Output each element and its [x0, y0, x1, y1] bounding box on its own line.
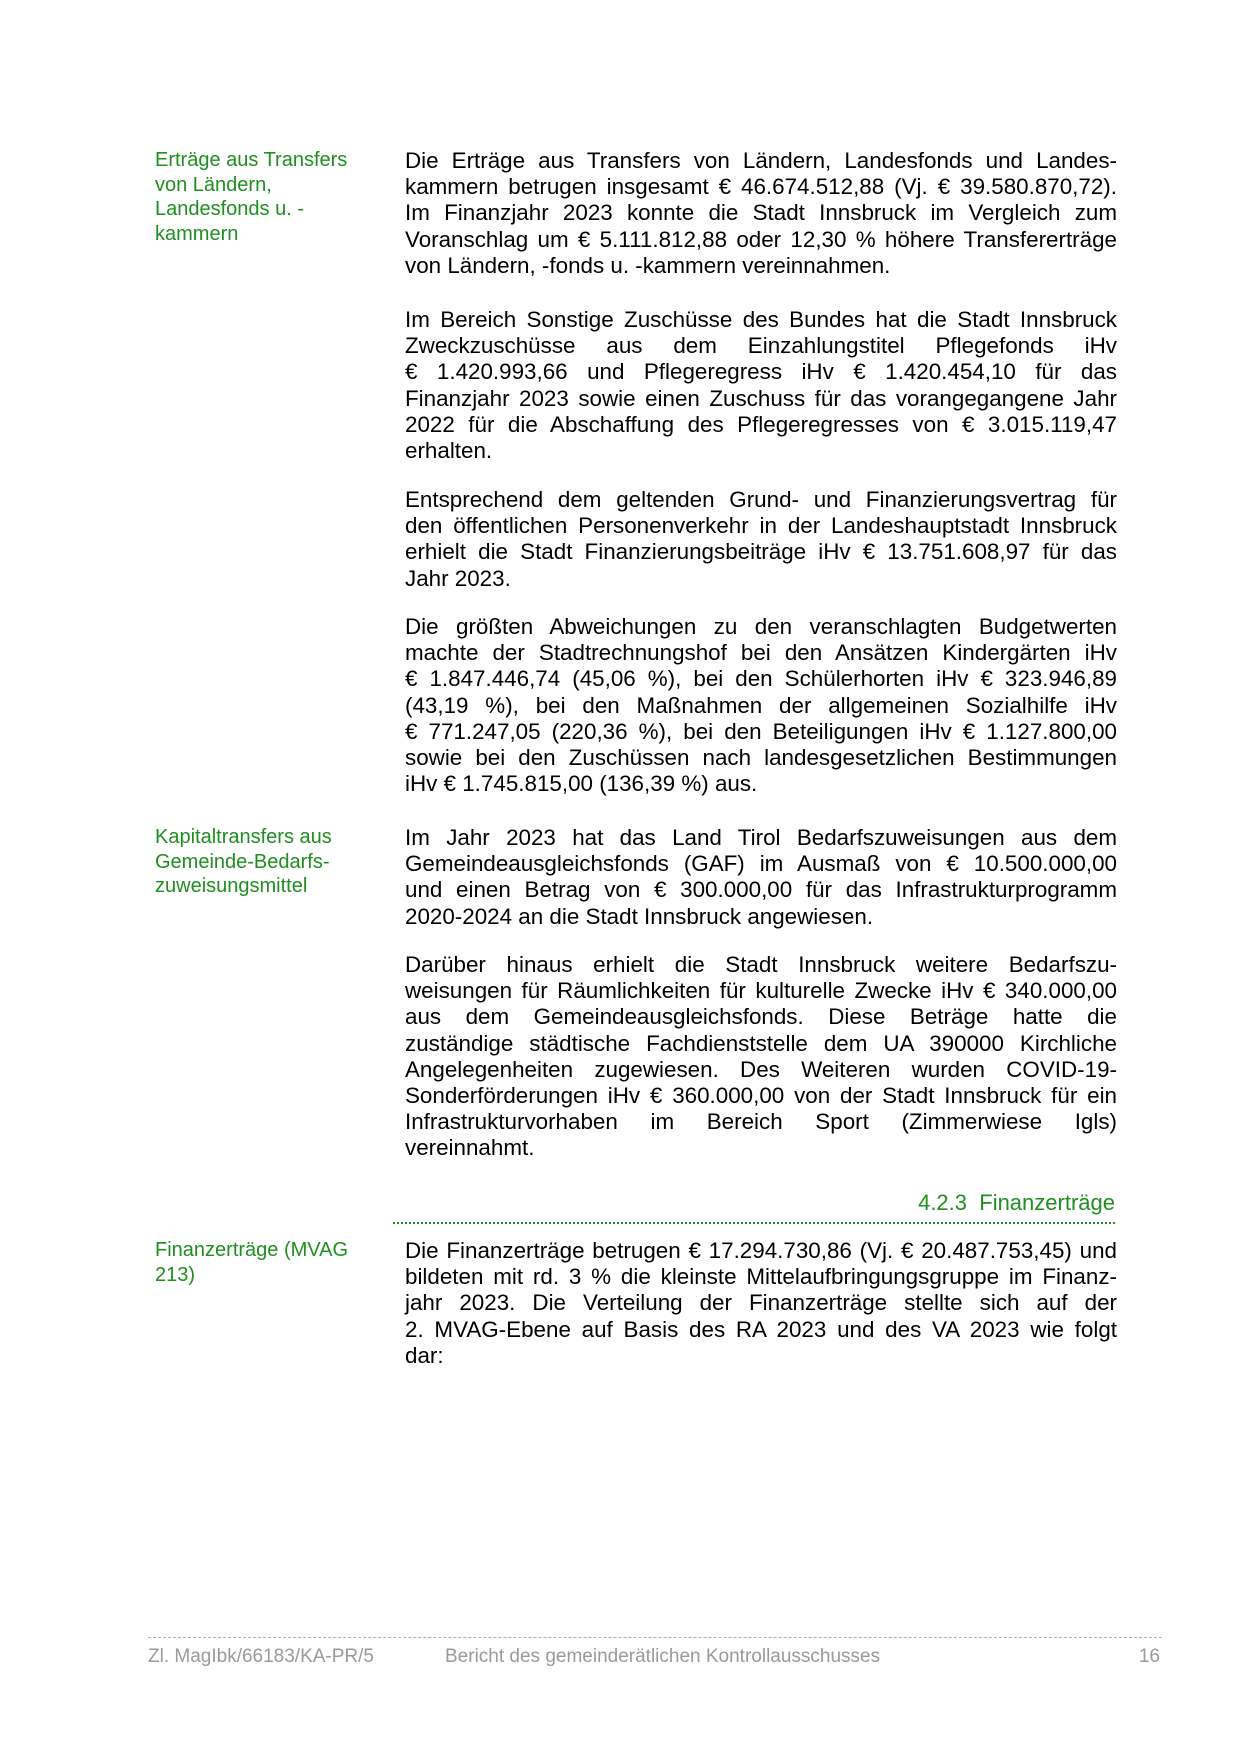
line: Voranschlag um € 5.111.812,88 oder 12,30 % höhere Transfererträge — [405, 226, 1117, 252]
margin-note-text: Kapitaltransfers aus Gemeinde-Bedarfs-zuweisungsmittel — [155, 826, 332, 897]
section-title: Finanzerträge — [979, 1190, 1115, 1215]
line: (43,19 %), bei den Maßnahmen der allgemeinen Sozialhilfe iHv — [405, 692, 1117, 718]
line: Darüber hinaus erhielt die Stadt Innsbruck weitere Bedarfszu- — [405, 952, 1117, 977]
line: zuständige städtische Fachdienststelle dem UA 390000 Kirchliche — [405, 1030, 1117, 1056]
line: Zweckzuschüsse aus dem Einzahlungstitel Pflegefonds iHv — [405, 333, 1117, 359]
margin-note-transfers-laender — [155, 148, 380, 246]
paragraph-finanzertraege — [405, 1238, 1117, 1369]
line: von Ländern, -fonds u. -kammern vereinnahmen. — [405, 252, 891, 278]
line: weisungen für Räumlichkeiten für kulturelle Zwecke iHv € 340.000,00 — [405, 978, 1117, 1004]
line: € 771.247,05 (220,36 %), bei den Beteiligungen iHv € 1.127.800,00 — [405, 718, 1117, 744]
line: € 1.847.446,74 (45,06 %), bei den Schülerhorten iHv € 323.946,89 — [405, 666, 1117, 692]
paragraph-bedarfszuweisungen — [405, 825, 1117, 930]
line: 2020-2024 an die Stadt Innsbruck angewiesen. — [405, 903, 874, 929]
line: und einen Betrag von € 300.000,00 für das Infrastrukturprogramm — [405, 877, 1117, 903]
line: Entsprechend dem geltenden Grund- und Finanzierungsvertrag für — [405, 487, 1117, 512]
line: Im Bereich Sonstige Zuschüsse des Bundes hat die Stadt Innsbruck — [405, 307, 1117, 332]
line: iHv € 1.745.815,00 (136,39 %) aus. — [405, 771, 758, 797]
line: Die größten Abweichungen zu den veranschlagten Budgetwerten — [405, 614, 1117, 639]
paragraph-zuschuesse-bund — [405, 307, 1117, 464]
margin-note-text: Finanzerträge (MVAG 213) — [155, 1239, 349, 1286]
paragraph-weitere-bedarfszuweisungen — [405, 952, 1117, 1162]
line: kammern betrugen insgesamt € 46.674.512,88 (Vj. € 39.580.870,72). — [405, 174, 1117, 200]
line: Sonderförderungen iHv € 360.000,00 von der Stadt Innsbruck für ein — [405, 1083, 1117, 1109]
line: vereinnahmt. — [405, 1135, 535, 1161]
line: dar: — [405, 1342, 444, 1368]
margin-note-kapitaltransfers — [155, 825, 380, 899]
line: jahr 2023. Die Verteilung der Finanzerträge stellte sich auf der — [405, 1290, 1117, 1316]
paragraph-personenverkehr — [405, 487, 1117, 592]
footer-divider — [148, 1637, 1162, 1638]
line: 2. MVAG-Ebene auf Basis des RA 2023 und des VA 2023 wie folgt — [405, 1316, 1117, 1342]
line: Im Finanzjahr 2023 konnte die Stadt Innsbruck im Vergleich zum — [405, 200, 1117, 226]
margin-note-text: Erträge aus Transfers von Ländern, Landesfonds u. -kammern — [155, 149, 348, 245]
paragraph-transfers — [405, 148, 1117, 279]
line: Im Jahr 2023 hat das Land Tirol Bedarfszuweisungen aus dem — [405, 825, 1117, 850]
section-divider — [393, 1222, 1115, 1224]
section-number: 4.2.3 — [918, 1190, 968, 1215]
line: Gemeindeausgleichsfonds (GAF) im Ausmaß von € 10.500.000,00 — [405, 851, 1117, 877]
paragraph-abweichungen — [405, 614, 1117, 797]
line: aus dem Gemeindeausgleichsfonds. Diese Beträge hatte die — [405, 1004, 1117, 1030]
section-heading — [395, 1190, 1115, 1216]
line: Finanzjahr 2023 sowie einen Zuschuss für das vorangegangene Jahr — [405, 385, 1117, 411]
line: sowie bei den Zuschüssen nach landesgesetzlichen Bestimmungen — [405, 745, 1117, 771]
line: machte der Stadtrechnungshof bei den Ansätzen Kindergärten iHv — [405, 640, 1117, 666]
line: € 1.420.993,66 und Pflegeregress iHv € 1.420.454,10 für das — [405, 359, 1117, 385]
line: erhalten. — [405, 438, 493, 464]
margin-note-finanzertraege — [155, 1238, 380, 1287]
line: erhielt die Stadt Finanzierungsbeiträge iHv € 13.751.608,97 für das — [405, 539, 1117, 565]
line: Jahr 2023. — [405, 565, 511, 591]
footer-reference: Zl. MagIbk/66183/KA-PR/5 — [148, 1646, 374, 1667]
footer-title: Bericht des gemeinderätlichen Kontrollausschusses — [445, 1646, 881, 1667]
line: Infrastrukturvorhaben im Bereich Sport (Zimmerwiese Igls) — [405, 1109, 1117, 1135]
line: bildeten mit rd. 3 % die kleinste Mittelaufbringungsgruppe im Finanz- — [405, 1264, 1117, 1290]
line: den öffentlichen Personenverkehr in der Landeshauptstadt Innsbruck — [405, 513, 1117, 539]
line: Die Finanzerträge betrugen € 17.294.730,86 (Vj. € 20.487.753,45) und — [405, 1238, 1117, 1263]
line: Angelegenheiten zugewiesen. Des Weiteren wurden COVID-19- — [405, 1056, 1117, 1082]
line: Die Erträge aus Transfers von Ländern, Landesfonds und Landes- — [405, 148, 1117, 173]
page-number: 16 — [1138, 1646, 1160, 1667]
line: 2022 für die Abschaffung des Pflegeregresses von € 3.015.119,47 — [405, 411, 1117, 437]
